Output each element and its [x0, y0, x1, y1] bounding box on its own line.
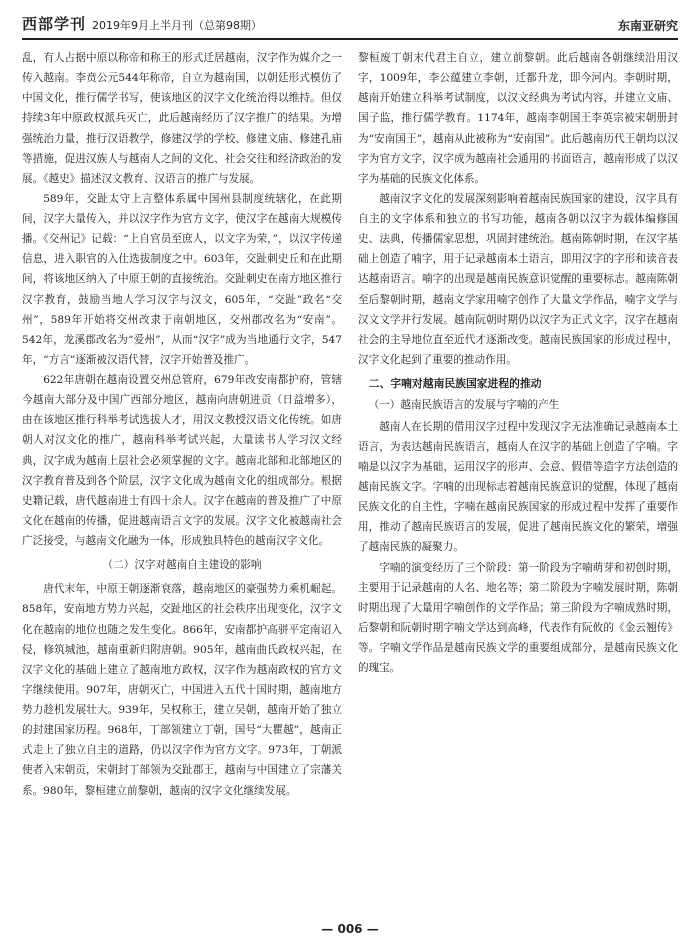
paragraph: 越南汉字文化的发展深刻影响着越南民族国家的建设，汉字具有自主的文字体系和独立的书写功能，越南各朝以汉字为载体编修国史、法典，传播儒家思想，巩固封建统治。越南陈朝时期，在汉字基础上创造了喃字，用于记录越南本土语言，即用汉字的字形和读音表达越南语言。喃字的出现是越南民族意识觉醒的重要标志。越南陈朝至后黎朝时期，越南文学家用喃字创作了大量文学作品，喃字文学与汉文文学并行发展。越南阮朝时期仍以汉字为正式文字，汉字在越南社会的主导地位直至近代才逐渐改变。越南民族国家的形成过程中，汉字文化起到了重要的推动作用。 [358, 192, 678, 366]
journal-logo: 西部学刊 [22, 15, 87, 33]
paragraph: 589年，交趾太守上言整体系属中国州县制度统辖化，在此期间，汉字大量传入，并以汉字作为官方文字，使汉字在越南大规模传播。《交州记》记载：“上自官员至庶人，以文字为荣，”，以汉字传递信息，进入职官的入仕选拔制度之中。603年，交趾刺史丘和在此期间，将该地区纳入了中原王朝的直接统治。交趾刺史在南方地区推行汉字教育，鼓励当地人学习汉字与汉文，605年，“交趾”政名“交州”，589年开始将交州改隶于南朝地区，交州郡改名为“安南”。542年，龙溪郡改名为“爱州”，从而“汉字”成为当地通行文字，547年，“方言”逐渐被汉语代替，汉字开始普及推广。 [22, 192, 342, 366]
paragraph: 唐代末年，中原王朝逐渐衰落，越南地区的豪强势力乘机崛起。858年，安南地方势力兴起，交趾地区的社会秩序出现变化，汉字文化在越南的地位也随之发生变化。866年，安南都护高骈平定南诏入侵，修筑城池，越南重新归附唐朝。905年，越南曲氏政权兴起，在汉字文化的基础上建立了越南地方政权，汉字作为越南政权的官方文字继续使用。907年，唐朝灭亡，中国进入五代十国时期，越南地方势力趁机发展壮大。939年，吴权称王，建立吴朝，越南开始了独立的封建国家历程。968年，丁部领建立丁朝，国号“大瞿越”，越南正式走上了独立自主的道路，仍以汉字作为官方文字。973年，丁朝派使者入宋朝贡，宋朝封丁部领为交趾郡王，越南与中国建立了宗藩关系。980年，黎桓建立前黎朝，越南的汉字文化继续发展。 [22, 583, 342, 797]
column-name: 东南亚研究 [617, 19, 678, 33]
subsection-heading: （二）汉字对越南自主建设的影响 [102, 559, 262, 572]
right-column [358, 48, 678, 908]
section-heading: 二、字喃对越南民族国家进程的推动 [368, 377, 542, 390]
paragraph: 622年唐朝在越南设置交州总管府，679年改安南都护府，管辖今越南大部分及中国广西部分地区，越南向唐朝进贡（日益增多），由在该地区推行科举考试选拔人才，用汉文教授汉语文化传统。如唐朝人对汉文化的推广，越南科举考试兴起，大量读书人学习汉文经典，汉字成为越南上层社会必须掌握的文字。越南北部和北部地区的汉字教育普及到各个阶层，汉字文化成为越南文化的组成部分。根据史籍记载，唐代越南进士有四十余人。汉字在越南的普及推广了中原文化在越南的传播，促进越南语言文字的发展。汉字文化被越南社会广泛接受，与越南文化融为一体，形成独具特色的越南汉字文化。 [22, 374, 342, 547]
header-left [22, 13, 262, 34]
paragraph: 黎桓废丁朝末代君主自立，建立前黎朝。此后越南各朝继续沿用汉字，1009年，李公蕴建立李朝，迁都升龙，即今河内。李朝时期，越南开始建立科举考试制度，以汉文经典为考试内容，并建立文庙、国子监，推行儒学教育。1174年，越南李朝国王李英宗被宋朝册封为“安南国王”，越南从此被称为“安南国”。此后越南历代王朝均以汉字为官方文字，汉字成为越南社会通用的书面语言，越南形成了以汉字为基础的民族文化体系。 [358, 52, 678, 185]
page-number: — 006 — [321, 922, 379, 936]
paragraph: 乱，有人占据中原以称帝和称王的形式迁居越南，汉字作为媒介之一传入越南。李贲公元544年称帝，自立为越南国，以朝廷形式模仿了中国文化，推行儒学书写，使该地区的汉字文化统治得以维持。但仅持续3年中原政权派兵灭亡，此后越南经历了汉字推广的结果。为增强统治力量，推行汉语教学，修建汉学的学校、修建文庙、修建孔庙等措施，促进汉族人与越南人之间的文化、社会交往和经济政治的发展。《越史》描述汉文教育、汉语言的推广与发展。 [22, 52, 342, 185]
article-body [22, 48, 678, 908]
paragraph: 字喃的演变经历了三个阶段：第一阶段为字喃萌芽和初创时期，主要用于记录越南的人名、地名等；第二阶段为字喃发展时期，陈朝时期出现了大量用字喃创作的文学作品；第三阶段为字喃成熟时期，后黎朝和阮朝时期字喃文学达到高峰，代表作有阮攸的《金云翘传》等。字喃文学作品是越南民族文学的重要组成部分，是越南民族文化的瑰宝。 [358, 561, 678, 675]
left-column [22, 48, 342, 908]
subsection-heading: （一）越南民族语言的发展与字喃的产生 [368, 398, 560, 411]
page-header [22, 10, 678, 40]
paragraph: 越南人在长期的借用汉字过程中发现汉字无法准确记录越南本土语言，为表达越南民族语言，越南人在汉字的基础上创造了字喃。字喃是以汉字为基础，运用汉字的形声、会意、假借等造字方法创造的越南民族文字。字喃的出现标志着越南民族意识的觉醒，体现了越南民族文化的自主性，字喃在越南民族国家的形成过程中发挥了重要作用，推动了越南民族语言的发展，促进了越南民族文化的繁荣，增强了越南民族的凝聚力。 [358, 420, 678, 554]
issue-info: 2019年9月上半月刊（总第98期） [92, 19, 263, 32]
